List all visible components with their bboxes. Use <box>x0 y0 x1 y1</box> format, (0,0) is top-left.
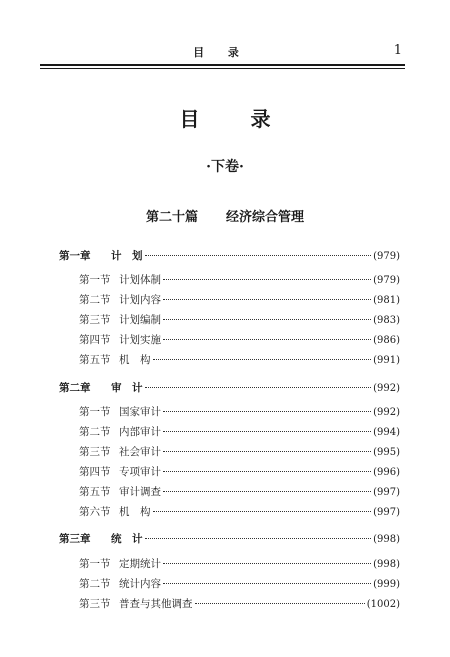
leader-dots <box>163 411 371 412</box>
chapter-title: 计 划 <box>111 250 143 262</box>
leader-dots <box>153 359 372 360</box>
section-title: 国家审计 <box>119 406 161 418</box>
toc-section[interactable] <box>79 352 400 367</box>
running-header-title: 目 录 <box>193 46 249 59</box>
section-number: 第四节 <box>79 334 111 346</box>
section-title: 专项审计 <box>119 466 161 478</box>
volume-label: ·下卷· <box>206 159 244 175</box>
section-number: 第一节 <box>79 274 111 286</box>
section-number: 第二节 <box>79 294 111 306</box>
leader-dots <box>163 319 371 320</box>
section-number: 第四节 <box>79 466 111 478</box>
leader-dots <box>163 299 371 300</box>
section-number: 第三节 <box>79 314 111 326</box>
toc-section[interactable] <box>79 556 400 571</box>
page-ref: (991) <box>373 355 400 366</box>
page-ref: (992) <box>373 407 400 418</box>
leader-dots <box>163 431 371 432</box>
leader-dots <box>163 583 371 584</box>
section-title: 计划编制 <box>119 314 161 326</box>
page-ref: (997) <box>373 487 400 498</box>
leader-dots <box>163 471 371 472</box>
toc-section[interactable] <box>79 444 400 459</box>
toc-title: 目 录 <box>179 107 293 131</box>
section-number: 第三节 <box>79 446 111 458</box>
part-heading <box>0 206 450 225</box>
page-ref: (999) <box>373 579 400 590</box>
toc-section[interactable] <box>79 424 400 439</box>
part-title: 经济综合管理 <box>226 210 305 225</box>
part-number: 第二十篇 <box>145 210 198 225</box>
page-ref: (995) <box>373 447 400 458</box>
leader-dots <box>163 491 371 492</box>
page-ref: (981) <box>373 295 400 306</box>
section-number: 第三节 <box>79 598 111 610</box>
leader-dots <box>145 387 372 388</box>
page-ref: (979) <box>373 275 400 286</box>
toc-chapter[interactable] <box>59 531 400 546</box>
section-title: 统计内容 <box>119 578 161 590</box>
toc-section[interactable] <box>79 484 400 499</box>
chapter-title: 审 计 <box>111 382 143 394</box>
chapter-title: 统 计 <box>111 533 143 545</box>
page-ref: (998) <box>373 559 400 570</box>
page-ref: (979) <box>373 251 400 262</box>
toc-section[interactable] <box>79 312 400 327</box>
page-ref: (992) <box>373 383 400 394</box>
toc-chapter[interactable] <box>59 248 400 263</box>
leader-dots <box>145 255 372 256</box>
toc-section[interactable] <box>79 464 400 479</box>
page-ref: (1002) <box>366 599 400 610</box>
section-number: 第一节 <box>79 406 111 418</box>
leader-dots <box>163 339 371 340</box>
section-title: 审计调查 <box>119 486 161 498</box>
page-ref: (997) <box>373 507 400 518</box>
section-title: 普查与其他调查 <box>119 598 193 610</box>
page-number: 1 <box>393 43 402 58</box>
page-ref: (998) <box>373 534 400 545</box>
section-title: 计划体制 <box>119 274 161 286</box>
page-ref: (983) <box>373 315 400 326</box>
leader-dots <box>163 451 371 452</box>
section-title: 社会审计 <box>119 446 161 458</box>
toc-section[interactable] <box>79 292 400 307</box>
section-title: 计划实施 <box>119 334 161 346</box>
chapter-number: 第二章 <box>59 382 91 394</box>
leader-dots <box>163 563 371 564</box>
chapter-number: 第三章 <box>59 533 91 545</box>
leader-dots <box>145 538 372 539</box>
leader-dots <box>195 603 365 604</box>
section-number: 第五节 <box>79 486 111 498</box>
leader-dots <box>153 511 372 512</box>
section-number: 第二节 <box>79 426 111 438</box>
toc-chapter[interactable] <box>59 380 400 395</box>
header-rule-thick <box>40 64 405 66</box>
section-title: 计划内容 <box>119 294 161 306</box>
section-number: 第一节 <box>79 558 111 570</box>
section-number: 第五节 <box>79 354 111 366</box>
page-ref: (994) <box>373 427 400 438</box>
header-rule-thin <box>40 68 405 69</box>
page-ref: (996) <box>373 467 400 478</box>
section-title: 机 构 <box>119 354 151 366</box>
leader-dots <box>163 279 371 280</box>
toc-section[interactable] <box>79 272 400 287</box>
page-ref: (986) <box>373 335 400 346</box>
chapter-number: 第一章 <box>59 250 91 262</box>
toc-section[interactable] <box>79 576 400 591</box>
section-title: 定期统计 <box>119 558 161 570</box>
toc-section[interactable] <box>79 596 400 611</box>
running-header <box>40 44 402 62</box>
section-title: 内部审计 <box>119 426 161 438</box>
toc-section[interactable] <box>79 504 400 519</box>
section-title: 机 构 <box>119 506 151 518</box>
section-number: 第六节 <box>79 506 111 518</box>
toc-section[interactable] <box>79 332 400 347</box>
section-number: 第二节 <box>79 578 111 590</box>
toc-section[interactable] <box>79 404 400 419</box>
